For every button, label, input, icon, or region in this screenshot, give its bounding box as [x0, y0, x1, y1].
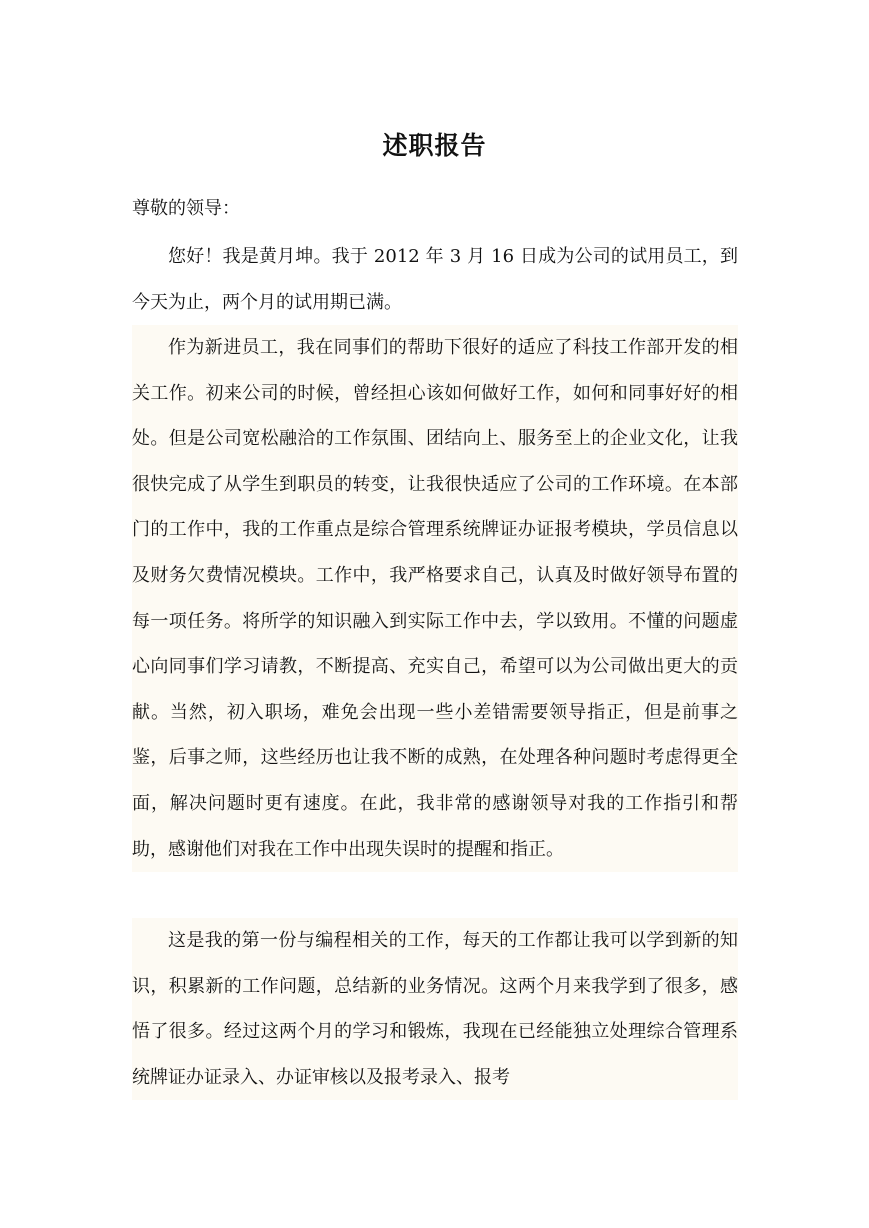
document-title: 述职报告: [382, 131, 487, 160]
paragraph-intro: 您好！我是黄月坤。我于 2012 年 3 月 16 日成为公司的试用员工，到今天为止，两个月的试用期已满。: [132, 246, 738, 313]
paragraph-learning: 这是我的第一份与编程相关的工作，每天的工作都让我可以学到新的知识，积累新的工作问题，总结新的业务情况。这两个月来我学到了很多，感悟了很多。经过这两个月的学习和锻炼，我现在已经能独立处理综合管理系统牌证办证录入、办证审核以及报考录入、报考: [132, 918, 738, 1100]
paragraph-work-summary: 作为新进员工，我在同事们的帮助下很好的适应了科技工作部开发的相关工作。初来公司的时候，曾经担心该如何做好工作，如何和同事好好的相处。但是公司宽松融洽的工作氛围、团结向上、服务至上的企业文化，让我很快完成了从学生到职员的转变，让我很快适应了公司的工作环境。在本部门的工作中，我的工作重点是综合管理系统牌证办证报考模块，学员信息以及财务欠费情况模块。工作中，我严格要求自己，认真及时做好领导布置的每一项任务。将所学的知识融入到实际工作中去，学以致用。不懂的问题虚心向同事们学习请教，不断提高、充实自己，希望可以为公司做出更大的贡献。当然，初入职场，难免会出现一些小差错需要领导指正，但是前事之鉴，后事之师，这些经历也让我不断的成熟，在处理各种问题时考虑得更全面，解决问题时更有速度。在此，我非常的感谢领导对我的工作指引和帮助，感谢他们对我在工作中出现失误时的提醒和指正。: [132, 325, 738, 872]
salutation: 尊敬的领导：: [132, 198, 240, 219]
